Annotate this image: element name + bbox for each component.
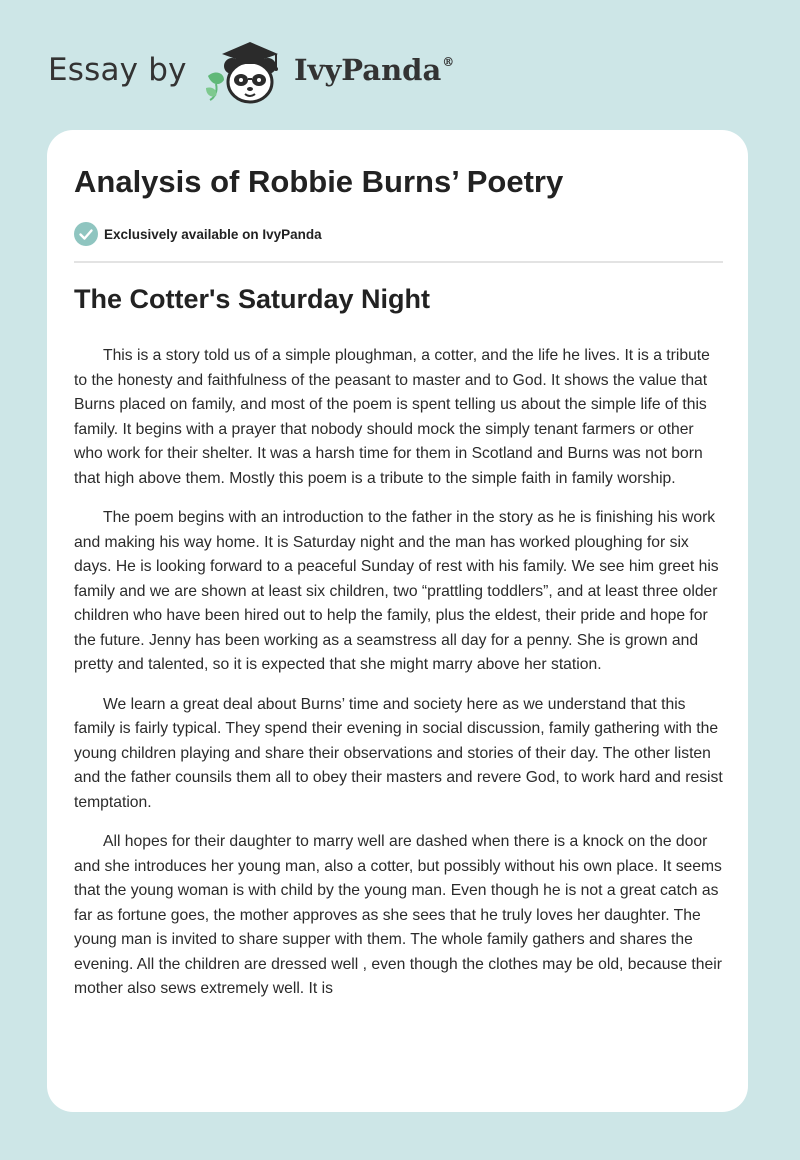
- section-heading: The Cotter's Saturday Night: [74, 284, 430, 314]
- essay-by-label: Essay by: [48, 52, 187, 88]
- paragraph: We learn a great deal about Burns’ time and society here as we understand that this family is fairly typical. They spend their evening in social discussion, family gathering with the young children playing and share their observations and stories of their day. The other listen and the father counsils them all to obey their masters and revere God, to work hard and resist temptation.: [74, 695, 723, 811]
- panda-logo-icon: [202, 36, 292, 112]
- registered-mark: ®: [442, 55, 455, 69]
- brand-name: IvyPanda®: [294, 53, 455, 87]
- site-header: [48, 36, 468, 112]
- exclusive-badge: [74, 222, 322, 246]
- paragraph: All hopes for their daughter to marry well are dashed when there is a knock on the door and she introduces her young man, also a cotter, but possibly without his own place. It seems that the young woman is with child by the young man. Even though he is not a great catch as far as fortune goes, the mother approves as she sees that he truly loves her daughter. The young man is invited to share supper with them. The whole family gathers and shares the evening. All the children are dressed well , even though the clothes may be old, because their mother also sews extremely well. It is: [74, 833, 722, 997]
- exclusive-badge-label: Exclusively available on IvyPanda: [104, 226, 322, 242]
- paragraph: This is a story told us of a simple ploughman, a cotter, and the life he lives. It is a tribute to the honesty and faithfulness of the peasant to master and to God. It shows the value that Burns placed on family, and most of the poem is spent telling us about the simple life of this family. It begins with a prayer that nobody should mock the simply tenant farmers or other who work for their shelter. It was a harsh time for them in Scotland and Burns was not born that high above them. Mostly this poem is a tribute to the simple faith in family worship.: [74, 347, 710, 487]
- essay-card: [47, 130, 748, 1112]
- paragraph: The poem begins with an introduction to the father in the story as he is finishing his work and making his way home. It is Saturday night and the man has worked ploughing for six days. He is looking forward to a peaceful Sunday of rest with his family. We see him greet his family and we are shown at least six children, two “prattling toddlers”, and at least three older children who have been hired out to help the family, plus the eldest, their pride and hope for the future. Jenny has been working as a seamstress all day for a penny. She is grown and pretty and talented, so it is expected that she might marry above her station.: [74, 509, 719, 673]
- essay-body: [74, 344, 724, 1017]
- page-title: Analysis of Robbie Burns’ Poetry: [74, 164, 564, 199]
- divider: [74, 261, 723, 263]
- check-circle-icon: [74, 222, 98, 246]
